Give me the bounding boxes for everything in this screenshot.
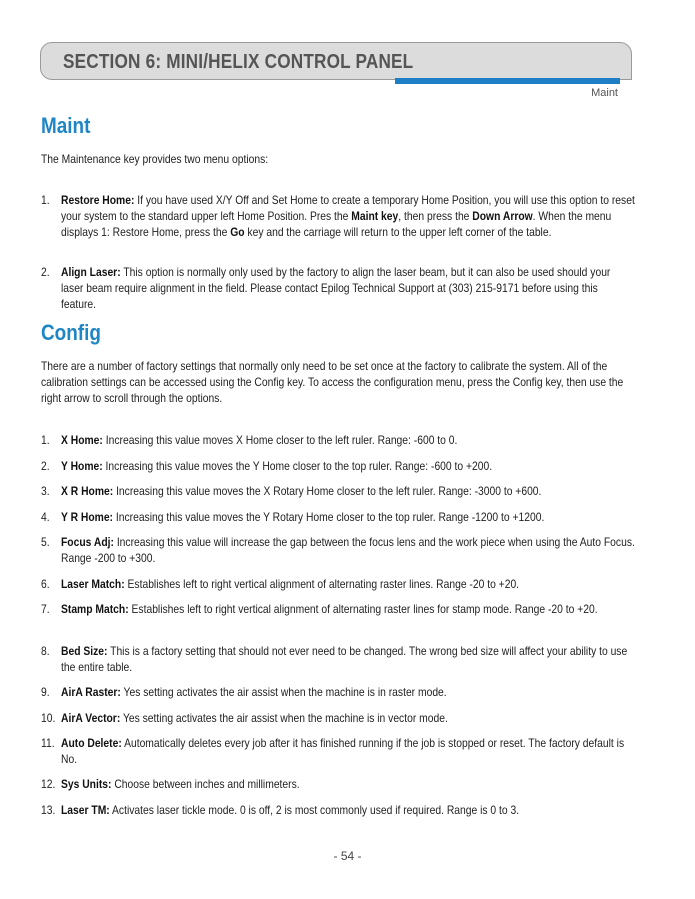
maint-intro: The Maintenance key provides two menu options: [41,152,269,166]
config-item-laser-match [61,576,635,592]
config-item-number: 11. [41,736,55,750]
config-item-text: Increasing this value moves X Home closer to the left ruler. Range: -600 to 0. [105,433,458,447]
config-item-text: Activates laser tickle mode. 0 is off, 2 is most commonly used if required. Range is 0 to 3. [112,803,520,817]
config-item-sys-units [61,776,635,792]
config-item-label: Sys Units: [61,777,112,791]
config-item-text: Choose between inches and millimeters. [114,777,300,791]
config-item-number: 3. [41,484,50,498]
config-item-label: Focus Adj: [61,535,114,549]
config-item-aira-raster [61,684,635,700]
config-item-label: X R Home: [61,484,114,498]
maint-item-label: Align Laser: [61,265,121,279]
config-item-text: Increasing this value moves the Y Home closer to the top ruler. Range: -600 to +200. [105,459,493,473]
maint-item-restore-home [61,192,635,240]
config-item-label: AirA Vector: [61,711,121,725]
config-item-number: 4. [41,510,50,524]
config-item-text: Yes setting activates the air assist when the machine is in vector mode. [122,711,448,725]
maint-item-label: Restore Home: [61,193,135,207]
config-item-text: Increasing this value moves the Y Rotary Home closer to the top ruler. Range -1200 to +1200. [115,510,545,524]
config-item-stamp-match [61,601,635,617]
config-item-text: Increasing this value will increase the gap between the focus lens and the work piece when using the Auto Focus. Range -200 to +300. [61,535,635,565]
config-item-y-home [61,458,635,474]
config-item-y-r-home [61,509,635,525]
section-header [40,42,632,80]
maint-item-align-laser [61,264,635,312]
config-item-x-home [61,432,635,448]
maint-item-text: This option is normally only used by the factory to align the laser beam, but it can also be used should your laser beam require alignment in the field. Please contact Epilog Technical Support at (303) 215-9171 before using this feature. [61,265,611,311]
config-item-label: Y R Home: [61,510,114,524]
config-heading: Config [41,320,101,345]
config-item-label: AirA Raster: [61,685,121,699]
config-item-number: 9. [41,685,50,699]
config-item-number: 13. [41,803,56,817]
config-item-number: 7. [41,602,50,616]
config-item-label: Auto Delete: [61,736,122,750]
config-item-number: 5. [41,535,50,549]
page-number: - 54 - [333,849,362,863]
config-item-number: 6. [41,577,50,591]
config-item-label: Laser Match: [61,577,125,591]
config-item-laser-tm [61,802,635,818]
config-item-text: Yes setting activates the air assist when the machine is in raster mode. [123,685,447,699]
config-item-bed-size [61,643,635,675]
config-item-number: 1. [41,433,50,447]
maint-item-text: If you have used X/Y Off and Set Home to create a temporary Home Position, you will use this option to reset your system to the standard upper left Home Position. Pres the Maint key, then press the Down Arrow. When the menu displays 1: Restore Home, press the Go key and the carriage will return to the upper left corner of the table. [61,193,635,239]
config-item-number: 10. [41,711,56,725]
maint-item-1-number: 1. [41,193,50,207]
maint-heading: Maint [41,113,91,138]
config-item-number: 12. [41,777,56,791]
section-title: SECTION 6: MINI/HELIX CONTROL PANEL [63,51,414,73]
config-item-x-r-home [61,483,635,499]
config-item-label: X Home: [61,433,103,447]
config-item-text: Establishes left to right vertical alignment of alternating raster lines for stamp mode. Range -20 to +20. [131,602,598,616]
config-item-aira-vector [61,710,635,726]
config-item-label: Stamp Match: [61,602,129,616]
page-subtitle: Maint [591,87,618,99]
config-item-label: Y Home: [61,459,103,473]
header-accent-bar [395,78,620,84]
config-item-text: Establishes left to right vertical alignment of alternating raster lines. Range -20 to +20. [127,577,520,591]
config-item-auto-delete [61,735,635,767]
maint-item-2-number: 2. [41,265,50,279]
config-item-focus-adj [61,534,635,566]
config-item-text: This is a factory setting that should not ever need to be changed. The wrong bed size will affect your ability to use the entire table. [61,644,628,674]
config-item-label: Bed Size: [61,644,108,658]
config-item-number: 2. [41,459,50,473]
config-item-text: Increasing this value moves the X Rotary Home closer to the left ruler. Range: -3000 to +600. [116,484,542,498]
config-intro: There are a number of factory settings that normally only need to be set once at the factory to calibrate the system. All of the calibration settings can be accessed using the Config key. To access the configuration menu, press the Config key, then use the right arrow to scroll through the options. [41,359,624,405]
config-item-number: 8. [41,644,50,658]
config-item-text: Automatically deletes every job after it has finished running if the job is stopped or reset. The factory default is No. [61,736,625,766]
config-item-label: Laser TM: [61,803,110,817]
